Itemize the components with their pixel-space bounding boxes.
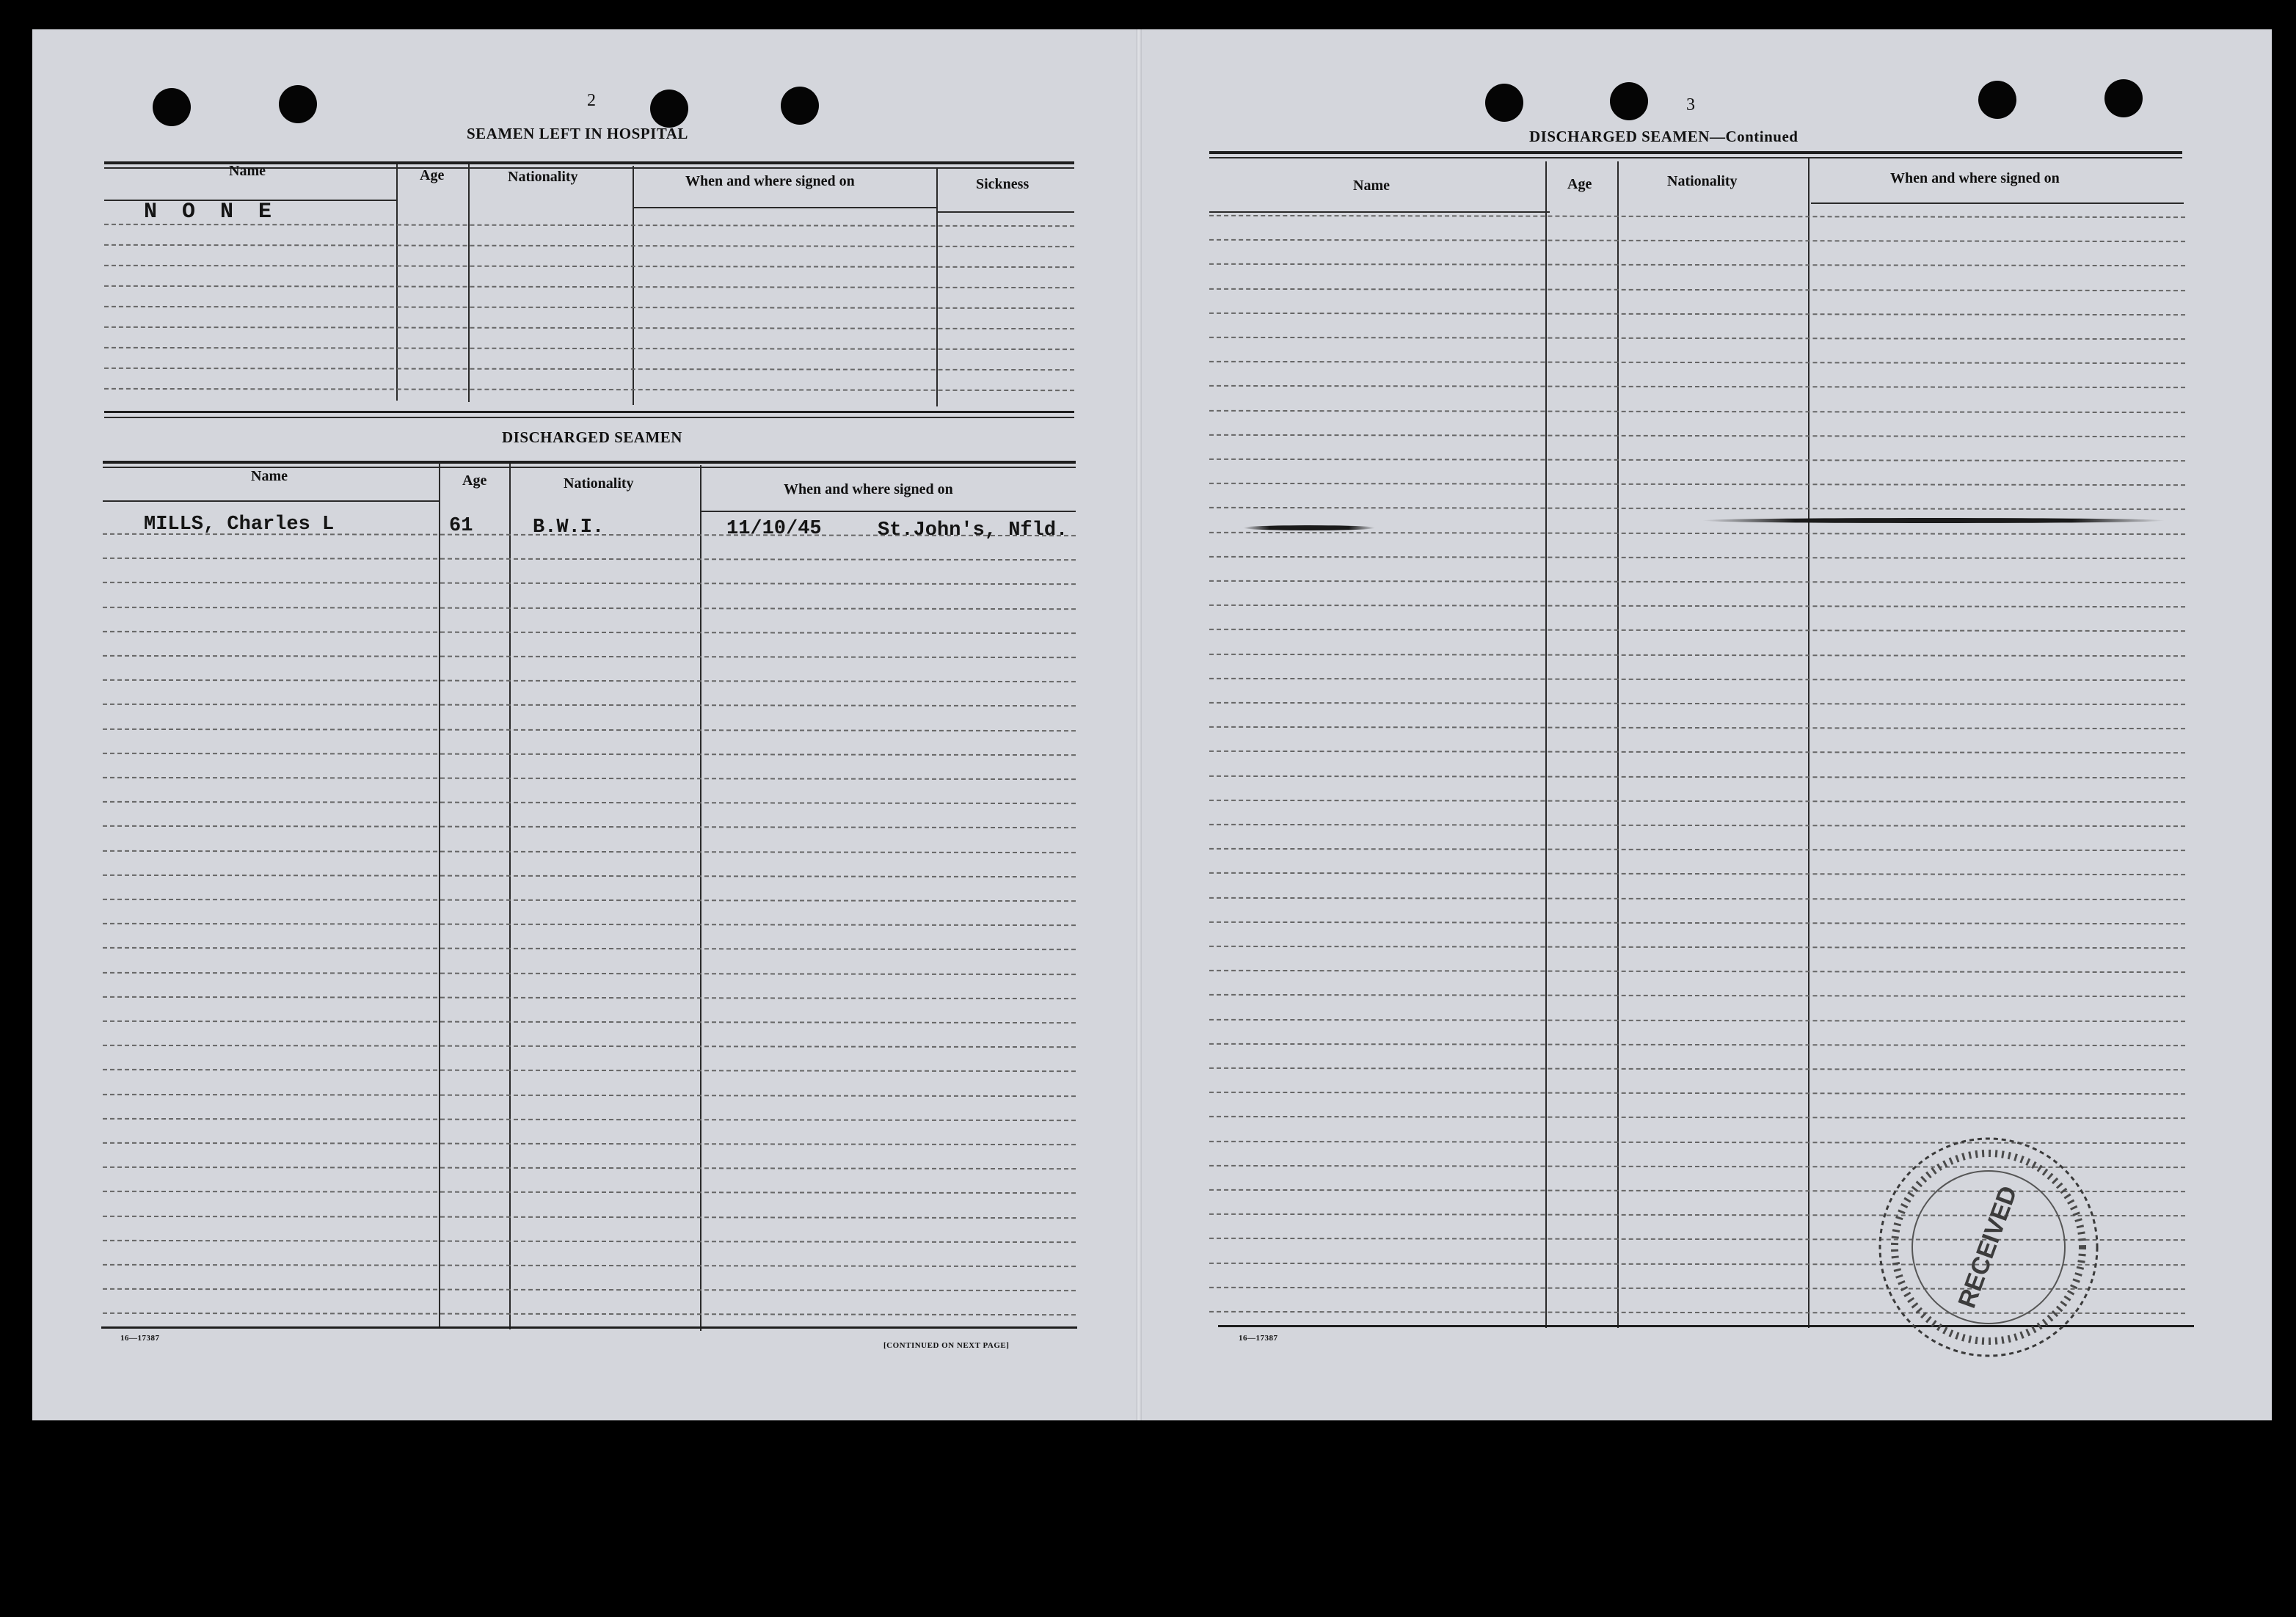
- table-top-rule: [103, 461, 1076, 464]
- column-header-name: Name: [251, 468, 288, 484]
- received-stamp-icon: [1871, 1130, 2106, 1365]
- column-header-signed-on: When and where signed on: [1890, 170, 2060, 186]
- page-number: 3: [1686, 95, 1695, 114]
- stamp-text: RECEIVED: [1953, 1182, 2023, 1312]
- header-underline: [701, 511, 1076, 512]
- seaman-age: 61: [449, 515, 473, 537]
- punch-hole: [279, 85, 317, 123]
- column-header-signed-on: When and where signed on: [784, 481, 953, 497]
- table-top-rule: [1209, 151, 2182, 154]
- header-underline: [1811, 202, 2184, 204]
- form-number: 16—17387: [120, 1334, 160, 1343]
- continued-note: [CONTINUED ON NEXT PAGE]: [883, 1341, 1010, 1350]
- column-divider: [396, 164, 398, 401]
- column-divider: [1545, 161, 1547, 1328]
- hospital-entry-none: N O N E: [144, 200, 278, 225]
- ink-smudge: [1702, 518, 2165, 523]
- page-number: 2: [587, 91, 596, 110]
- seaman-signed-place: St.John's, Nfld.: [878, 519, 1068, 541]
- column-header-age: Age: [420, 167, 445, 183]
- header-underline: [938, 211, 1074, 213]
- table-rule: [103, 467, 1076, 468]
- column-divider: [1617, 161, 1619, 1328]
- column-header-nationality: Nationality: [564, 475, 634, 492]
- column-divider: [439, 462, 440, 1328]
- punch-hole: [2104, 79, 2143, 117]
- table-bottom-rule: [101, 1326, 1077, 1329]
- column-divider: [1808, 158, 1810, 1328]
- column-header-sickness: Sickness: [976, 176, 1029, 192]
- punch-hole: [153, 88, 191, 126]
- column-header-name: Name: [229, 163, 266, 179]
- column-divider: [509, 464, 511, 1329]
- punch-hole: [1610, 82, 1648, 120]
- punch-hole: [781, 87, 819, 125]
- seaman-name: MILLS, Charles L: [144, 514, 335, 536]
- punch-hole: [1485, 84, 1523, 122]
- form-number: 16—17387: [1239, 1334, 1278, 1343]
- punch-hole: [1978, 81, 2016, 119]
- table-rule: [1209, 157, 2182, 158]
- punch-hole: [650, 90, 688, 128]
- column-header-signed-on: When and where signed on: [685, 173, 855, 189]
- column-divider: [468, 164, 470, 402]
- ink-smudge: [1243, 525, 1375, 530]
- header-underline: [634, 207, 936, 208]
- header-underline: [1209, 211, 1550, 213]
- column-header-age: Age: [462, 472, 487, 489]
- header-underline: [103, 500, 440, 502]
- section-title-hospital: SEAMEN LEFT IN HOSPITAL: [467, 125, 688, 142]
- column-header-name: Name: [1353, 178, 1390, 194]
- seaman-nationality: B.W.I.: [533, 517, 605, 539]
- column-header-nationality: Nationality: [1667, 173, 1738, 189]
- section-title-discharged-continued: DISCHARGED SEAMEN—Continued: [1529, 128, 1798, 145]
- table-bottom-rule: [104, 411, 1074, 413]
- section-title-discharged: DISCHARGED SEAMEN: [502, 428, 682, 446]
- table-rule: [104, 417, 1074, 418]
- seaman-signed-date: 11/10/45: [726, 518, 822, 540]
- page-fold: [1136, 29, 1142, 1420]
- column-header-nationality: Nationality: [508, 169, 578, 185]
- column-divider: [700, 465, 701, 1331]
- column-header-age: Age: [1567, 176, 1592, 192]
